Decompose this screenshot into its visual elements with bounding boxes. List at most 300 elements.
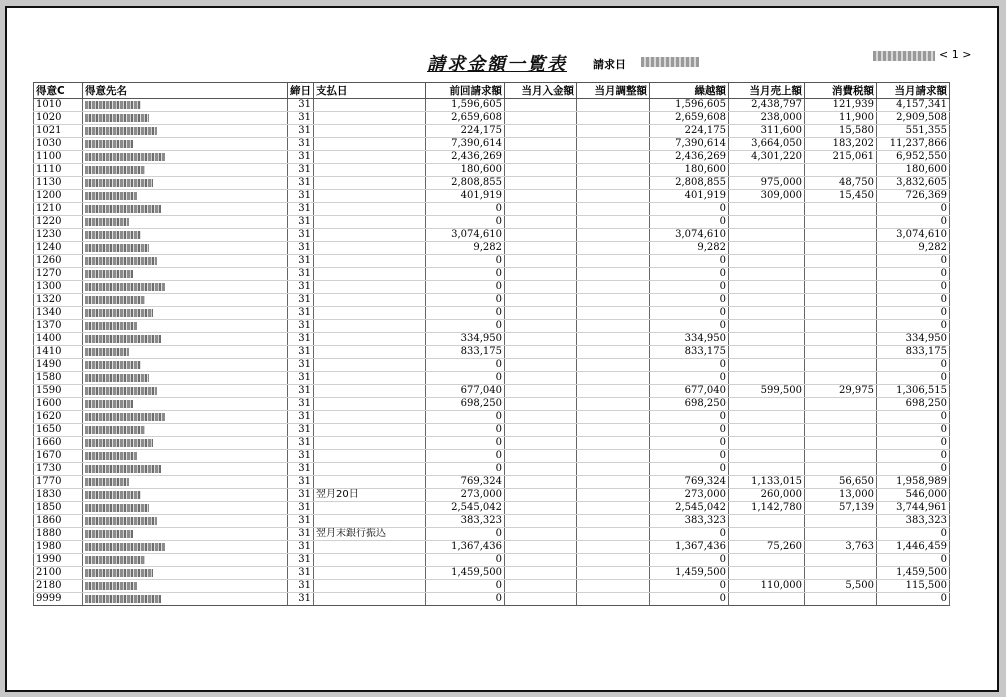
cell-adjust bbox=[577, 177, 650, 190]
cell-paid bbox=[505, 502, 577, 515]
cell-payment bbox=[314, 307, 426, 320]
cell-payment bbox=[314, 112, 426, 125]
cell-sales bbox=[729, 437, 805, 450]
cell-bill: 833,175 bbox=[877, 346, 950, 359]
cell-carryover: 0 bbox=[650, 268, 729, 281]
table-row bbox=[34, 203, 950, 216]
cell-sales bbox=[729, 268, 805, 281]
cell-closing: 31 bbox=[288, 528, 314, 541]
cell-prev-bill: 1,367,436 bbox=[426, 541, 505, 554]
customer-name-redacted bbox=[85, 478, 129, 486]
cell-customer bbox=[83, 463, 288, 476]
col-header-adjust: 当月調整額 bbox=[577, 83, 650, 99]
cell-tax bbox=[805, 242, 877, 255]
cell-carryover: 0 bbox=[650, 424, 729, 437]
cell-carryover: 833,175 bbox=[650, 346, 729, 359]
cell-adjust bbox=[577, 190, 650, 203]
cell-customer bbox=[83, 229, 288, 242]
cell-paid bbox=[505, 190, 577, 203]
customer-name-redacted bbox=[85, 426, 145, 434]
cell-code: 1230 bbox=[34, 229, 83, 242]
cell-code: 1830 bbox=[34, 489, 83, 502]
cell-customer bbox=[83, 242, 288, 255]
cell-customer bbox=[83, 333, 288, 346]
cell-closing: 31 bbox=[288, 242, 314, 255]
cell-paid bbox=[505, 359, 577, 372]
cell-payment bbox=[314, 463, 426, 476]
cell-sales bbox=[729, 372, 805, 385]
cell-carryover: 0 bbox=[650, 372, 729, 385]
cell-carryover: 0 bbox=[650, 203, 729, 216]
cell-adjust bbox=[577, 125, 650, 138]
table-row bbox=[34, 307, 950, 320]
table-row bbox=[34, 242, 950, 255]
billing-table bbox=[33, 82, 950, 606]
cell-closing: 31 bbox=[288, 164, 314, 177]
cell-sales bbox=[729, 424, 805, 437]
cell-bill: 11,237,866 bbox=[877, 138, 950, 151]
cell-bill: 115,500 bbox=[877, 580, 950, 593]
cell-payment bbox=[314, 398, 426, 411]
cell-code: 1220 bbox=[34, 216, 83, 229]
cell-sales: 599,500 bbox=[729, 385, 805, 398]
cell-paid bbox=[505, 476, 577, 489]
cell-bill: 383,323 bbox=[877, 515, 950, 528]
cell-prev-bill: 2,808,855 bbox=[426, 177, 505, 190]
cell-prev-bill: 0 bbox=[426, 554, 505, 567]
cell-payment bbox=[314, 281, 426, 294]
cell-closing: 31 bbox=[288, 229, 314, 242]
cell-payment bbox=[314, 255, 426, 268]
col-header-code: 得意C bbox=[34, 83, 83, 99]
table-row bbox=[34, 450, 950, 463]
cell-sales bbox=[729, 242, 805, 255]
cell-code: 1880 bbox=[34, 528, 83, 541]
cell-code: 1850 bbox=[34, 502, 83, 515]
cell-payment bbox=[314, 554, 426, 567]
cell-carryover: 2,436,269 bbox=[650, 151, 729, 164]
cell-paid bbox=[505, 346, 577, 359]
cell-carryover: 698,250 bbox=[650, 398, 729, 411]
cell-carryover: 2,808,855 bbox=[650, 177, 729, 190]
cell-payment bbox=[314, 450, 426, 463]
cell-carryover: 0 bbox=[650, 450, 729, 463]
cell-sales bbox=[729, 398, 805, 411]
cell-adjust bbox=[577, 112, 650, 125]
cell-adjust bbox=[577, 385, 650, 398]
cell-sales bbox=[729, 216, 805, 229]
cell-tax bbox=[805, 554, 877, 567]
cell-prev-bill: 0 bbox=[426, 372, 505, 385]
cell-adjust bbox=[577, 307, 650, 320]
cell-prev-bill: 0 bbox=[426, 203, 505, 216]
cell-customer bbox=[83, 476, 288, 489]
table-row bbox=[34, 528, 950, 541]
customer-name-redacted bbox=[85, 361, 141, 369]
cell-prev-bill: 0 bbox=[426, 424, 505, 437]
cell-carryover: 0 bbox=[650, 281, 729, 294]
cell-bill: 3,744,961 bbox=[877, 502, 950, 515]
cell-prev-bill: 677,040 bbox=[426, 385, 505, 398]
cell-tax: 121,939 bbox=[805, 99, 877, 112]
cell-paid bbox=[505, 177, 577, 190]
cell-bill: 0 bbox=[877, 554, 950, 567]
cell-adjust bbox=[577, 294, 650, 307]
cell-sales: 311,600 bbox=[729, 125, 805, 138]
cell-code: 1130 bbox=[34, 177, 83, 190]
cell-paid bbox=[505, 216, 577, 229]
cell-payment bbox=[314, 164, 426, 177]
cell-tax bbox=[805, 294, 877, 307]
cell-prev-bill: 0 bbox=[426, 411, 505, 424]
cell-closing: 31 bbox=[288, 255, 314, 268]
cell-payment bbox=[314, 476, 426, 489]
cell-code: 1010 bbox=[34, 99, 83, 112]
table-row bbox=[34, 359, 950, 372]
cell-prev-bill: 0 bbox=[426, 463, 505, 476]
cell-tax bbox=[805, 203, 877, 216]
cell-tax bbox=[805, 593, 877, 606]
cell-paid bbox=[505, 255, 577, 268]
cell-code: 1200 bbox=[34, 190, 83, 203]
cell-paid bbox=[505, 593, 577, 606]
cell-payment bbox=[314, 216, 426, 229]
table-row bbox=[34, 112, 950, 125]
cell-customer bbox=[83, 385, 288, 398]
cell-paid bbox=[505, 203, 577, 216]
cell-carryover: 401,919 bbox=[650, 190, 729, 203]
table-row bbox=[34, 177, 950, 190]
cell-code: 1410 bbox=[34, 346, 83, 359]
cell-prev-bill: 769,324 bbox=[426, 476, 505, 489]
customer-name-redacted bbox=[85, 257, 157, 265]
cell-code: 1490 bbox=[34, 359, 83, 372]
cell-code: 1320 bbox=[34, 294, 83, 307]
cell-paid bbox=[505, 385, 577, 398]
cell-sales: 110,000 bbox=[729, 580, 805, 593]
cell-closing: 31 bbox=[288, 515, 314, 528]
cell-customer bbox=[83, 424, 288, 437]
cell-tax bbox=[805, 307, 877, 320]
cell-bill: 0 bbox=[877, 528, 950, 541]
cell-bill: 698,250 bbox=[877, 398, 950, 411]
cell-customer bbox=[83, 307, 288, 320]
cell-payment bbox=[314, 203, 426, 216]
cell-bill: 1,306,515 bbox=[877, 385, 950, 398]
cell-code: 1270 bbox=[34, 268, 83, 281]
cell-closing: 31 bbox=[288, 502, 314, 515]
cell-prev-bill: 0 bbox=[426, 281, 505, 294]
cell-paid bbox=[505, 515, 577, 528]
cell-tax bbox=[805, 437, 877, 450]
cell-carryover: 2,545,042 bbox=[650, 502, 729, 515]
cell-prev-bill: 334,950 bbox=[426, 333, 505, 346]
customer-name-redacted bbox=[85, 517, 157, 525]
table-row bbox=[34, 281, 950, 294]
cell-paid bbox=[505, 463, 577, 476]
cell-payment bbox=[314, 372, 426, 385]
cell-customer bbox=[83, 580, 288, 593]
cell-adjust bbox=[577, 515, 650, 528]
cell-prev-bill: 0 bbox=[426, 294, 505, 307]
table-row bbox=[34, 255, 950, 268]
cell-customer bbox=[83, 489, 288, 502]
cell-bill: 1,459,500 bbox=[877, 567, 950, 580]
cell-prev-bill: 2,436,269 bbox=[426, 151, 505, 164]
cell-payment bbox=[314, 580, 426, 593]
col-header-closing: 締日 bbox=[288, 83, 314, 99]
cell-closing: 31 bbox=[288, 541, 314, 554]
cell-sales: 3,664,050 bbox=[729, 138, 805, 151]
cell-code: 1590 bbox=[34, 385, 83, 398]
cell-closing: 31 bbox=[288, 138, 314, 151]
cell-code: 1100 bbox=[34, 151, 83, 164]
cell-adjust bbox=[577, 99, 650, 112]
cell-sales: 238,000 bbox=[729, 112, 805, 125]
cell-carryover: 769,324 bbox=[650, 476, 729, 489]
cell-carryover: 0 bbox=[650, 320, 729, 333]
cell-customer bbox=[83, 372, 288, 385]
cell-customer bbox=[83, 346, 288, 359]
cell-paid bbox=[505, 541, 577, 554]
cell-prev-bill: 180,600 bbox=[426, 164, 505, 177]
cell-bill: 0 bbox=[877, 268, 950, 281]
cell-customer bbox=[83, 99, 288, 112]
cell-customer bbox=[83, 528, 288, 541]
cell-closing: 31 bbox=[288, 190, 314, 203]
cell-paid bbox=[505, 294, 577, 307]
cell-prev-bill: 1,459,500 bbox=[426, 567, 505, 580]
customer-name-redacted bbox=[85, 595, 161, 603]
cell-paid bbox=[505, 138, 577, 151]
table-row bbox=[34, 437, 950, 450]
cell-code: 1580 bbox=[34, 372, 83, 385]
cell-customer bbox=[83, 567, 288, 580]
cell-adjust bbox=[577, 450, 650, 463]
cell-payment bbox=[314, 177, 426, 190]
page-number: < 1 > bbox=[939, 48, 972, 61]
cell-customer bbox=[83, 515, 288, 528]
cell-tax bbox=[805, 424, 877, 437]
customer-name-redacted bbox=[85, 309, 153, 317]
cell-prev-bill: 383,323 bbox=[426, 515, 505, 528]
cell-code: 1110 bbox=[34, 164, 83, 177]
cell-bill: 546,000 bbox=[877, 489, 950, 502]
cell-sales bbox=[729, 281, 805, 294]
table-row bbox=[34, 151, 950, 164]
cell-sales bbox=[729, 307, 805, 320]
cell-adjust bbox=[577, 398, 650, 411]
table-row bbox=[34, 138, 950, 151]
cell-adjust bbox=[577, 346, 650, 359]
cell-tax bbox=[805, 515, 877, 528]
customer-name-redacted bbox=[85, 504, 149, 512]
cell-closing: 31 bbox=[288, 359, 314, 372]
cell-customer bbox=[83, 255, 288, 268]
cell-carryover: 0 bbox=[650, 294, 729, 307]
cell-sales: 75,260 bbox=[729, 541, 805, 554]
customer-name-redacted bbox=[85, 231, 141, 239]
cell-sales bbox=[729, 359, 805, 372]
cell-bill: 1,958,989 bbox=[877, 476, 950, 489]
cell-bill: 0 bbox=[877, 424, 950, 437]
cell-paid bbox=[505, 372, 577, 385]
cell-sales bbox=[729, 203, 805, 216]
cell-adjust bbox=[577, 229, 650, 242]
cell-tax: 48,750 bbox=[805, 177, 877, 190]
cell-prev-bill: 3,074,610 bbox=[426, 229, 505, 242]
cell-payment bbox=[314, 138, 426, 151]
cell-prev-bill: 0 bbox=[426, 255, 505, 268]
table-row bbox=[34, 320, 950, 333]
cell-paid bbox=[505, 411, 577, 424]
cell-tax: 3,763 bbox=[805, 541, 877, 554]
cell-code: 1260 bbox=[34, 255, 83, 268]
cell-prev-bill: 0 bbox=[426, 268, 505, 281]
cell-carryover: 7,390,614 bbox=[650, 138, 729, 151]
cell-prev-bill: 0 bbox=[426, 580, 505, 593]
cell-payment bbox=[314, 320, 426, 333]
cell-adjust bbox=[577, 216, 650, 229]
cell-code: 9999 bbox=[34, 593, 83, 606]
cell-adjust bbox=[577, 489, 650, 502]
col-header-customer: 得意先名 bbox=[83, 83, 288, 99]
cell-bill: 0 bbox=[877, 216, 950, 229]
cell-bill: 1,446,459 bbox=[877, 541, 950, 554]
table-row bbox=[34, 294, 950, 307]
cell-bill: 6,952,550 bbox=[877, 151, 950, 164]
table-row bbox=[34, 567, 950, 580]
cell-closing: 31 bbox=[288, 112, 314, 125]
cell-code: 2100 bbox=[34, 567, 83, 580]
customer-name-redacted bbox=[85, 543, 165, 551]
print-date bbox=[873, 51, 935, 61]
cell-carryover: 1,459,500 bbox=[650, 567, 729, 580]
table-row bbox=[34, 229, 950, 242]
cell-closing: 31 bbox=[288, 554, 314, 567]
table-row bbox=[34, 424, 950, 437]
cell-carryover: 677,040 bbox=[650, 385, 729, 398]
cell-payment bbox=[314, 567, 426, 580]
cell-payment bbox=[314, 151, 426, 164]
table-row bbox=[34, 398, 950, 411]
customer-name-redacted bbox=[85, 491, 141, 499]
cell-adjust bbox=[577, 476, 650, 489]
cell-code: 1370 bbox=[34, 320, 83, 333]
cell-closing: 31 bbox=[288, 125, 314, 138]
customer-name-redacted bbox=[85, 270, 133, 278]
cell-code: 1650 bbox=[34, 424, 83, 437]
cell-customer bbox=[83, 450, 288, 463]
cell-paid bbox=[505, 580, 577, 593]
cell-tax: 29,975 bbox=[805, 385, 877, 398]
cell-customer bbox=[83, 541, 288, 554]
cell-tax bbox=[805, 450, 877, 463]
cell-carryover: 1,596,605 bbox=[650, 99, 729, 112]
cell-code: 1670 bbox=[34, 450, 83, 463]
cell-tax: 5,500 bbox=[805, 580, 877, 593]
cell-closing: 31 bbox=[288, 580, 314, 593]
cell-paid bbox=[505, 307, 577, 320]
cell-payment bbox=[314, 515, 426, 528]
cell-code: 1620 bbox=[34, 411, 83, 424]
cell-adjust bbox=[577, 281, 650, 294]
cell-sales: 260,000 bbox=[729, 489, 805, 502]
cell-closing: 31 bbox=[288, 450, 314, 463]
cell-closing: 31 bbox=[288, 567, 314, 580]
cell-closing: 31 bbox=[288, 437, 314, 450]
table-row bbox=[34, 541, 950, 554]
cell-payment: 翌月末銀行振込 bbox=[314, 528, 426, 541]
cell-paid bbox=[505, 125, 577, 138]
cell-carryover: 0 bbox=[650, 593, 729, 606]
col-header-bill: 当月請求額 bbox=[877, 83, 950, 99]
customer-name-redacted bbox=[85, 101, 141, 109]
cell-carryover: 273,000 bbox=[650, 489, 729, 502]
table-row bbox=[34, 216, 950, 229]
cell-customer bbox=[83, 164, 288, 177]
cell-bill: 0 bbox=[877, 463, 950, 476]
cell-payment bbox=[314, 437, 426, 450]
cell-code: 1990 bbox=[34, 554, 83, 567]
cell-closing: 31 bbox=[288, 268, 314, 281]
cell-closing: 31 bbox=[288, 177, 314, 190]
table-row bbox=[34, 346, 950, 359]
cell-bill: 0 bbox=[877, 593, 950, 606]
cell-closing: 31 bbox=[288, 307, 314, 320]
cell-carryover: 0 bbox=[650, 359, 729, 372]
cell-prev-bill: 0 bbox=[426, 307, 505, 320]
cell-prev-bill: 0 bbox=[426, 450, 505, 463]
cell-payment bbox=[314, 242, 426, 255]
cell-paid bbox=[505, 281, 577, 294]
cell-prev-bill: 2,659,608 bbox=[426, 112, 505, 125]
cell-prev-bill: 0 bbox=[426, 359, 505, 372]
cell-sales bbox=[729, 567, 805, 580]
cell-tax bbox=[805, 255, 877, 268]
cell-sales: 309,000 bbox=[729, 190, 805, 203]
cell-tax bbox=[805, 229, 877, 242]
cell-carryover: 180,600 bbox=[650, 164, 729, 177]
cell-prev-bill: 0 bbox=[426, 528, 505, 541]
customer-name-redacted bbox=[85, 153, 165, 161]
cell-bill: 2,909,508 bbox=[877, 112, 950, 125]
cell-prev-bill: 2,545,042 bbox=[426, 502, 505, 515]
cell-payment bbox=[314, 411, 426, 424]
cell-sales: 2,438,797 bbox=[729, 99, 805, 112]
cell-closing: 31 bbox=[288, 203, 314, 216]
cell-prev-bill: 401,919 bbox=[426, 190, 505, 203]
cell-payment bbox=[314, 346, 426, 359]
cell-tax bbox=[805, 333, 877, 346]
cell-adjust bbox=[577, 268, 650, 281]
cell-prev-bill: 7,390,614 bbox=[426, 138, 505, 151]
col-header-paid: 当月入金額 bbox=[505, 83, 577, 99]
cell-prev-bill: 0 bbox=[426, 593, 505, 606]
table-row bbox=[34, 554, 950, 567]
cell-sales bbox=[729, 333, 805, 346]
cell-carryover: 0 bbox=[650, 255, 729, 268]
cell-tax: 57,139 bbox=[805, 502, 877, 515]
cell-code: 1240 bbox=[34, 242, 83, 255]
cell-carryover: 383,323 bbox=[650, 515, 729, 528]
cell-adjust bbox=[577, 580, 650, 593]
cell-tax bbox=[805, 346, 877, 359]
cell-closing: 31 bbox=[288, 346, 314, 359]
cell-sales bbox=[729, 346, 805, 359]
cell-tax bbox=[805, 398, 877, 411]
cell-tax bbox=[805, 372, 877, 385]
